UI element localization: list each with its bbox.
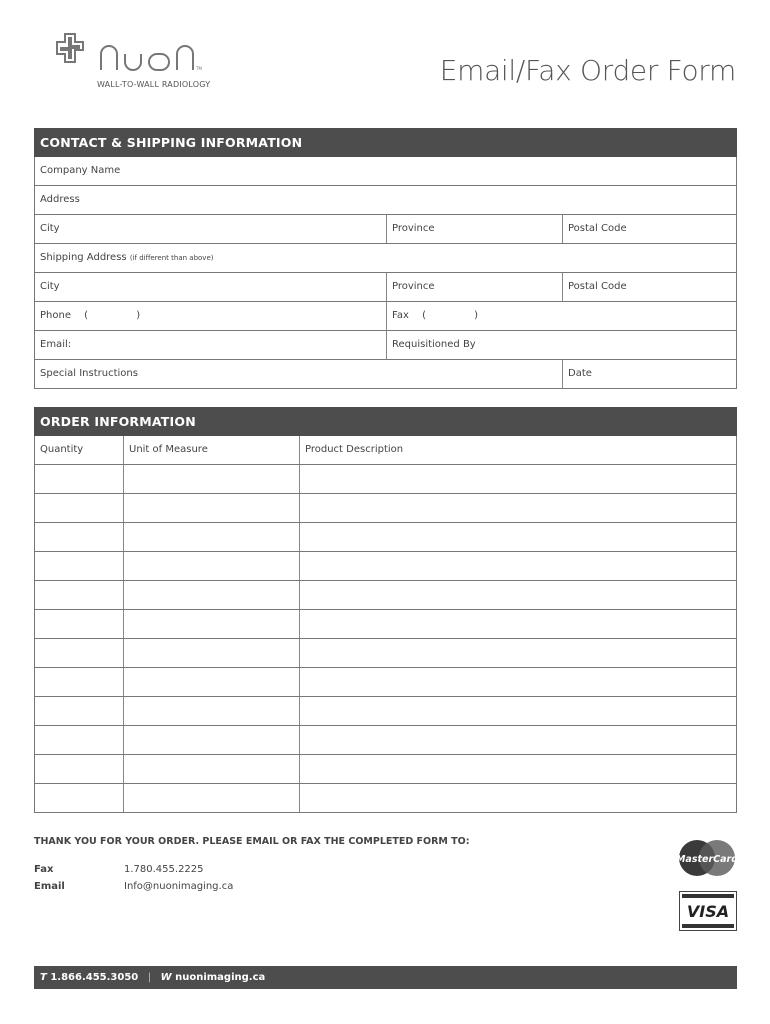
order-row — [34, 610, 737, 639]
description-cell[interactable] — [299, 639, 736, 667]
unit-cell[interactable] — [123, 639, 299, 667]
date-field[interactable] — [562, 360, 736, 388]
description-cell[interactable] — [299, 668, 736, 696]
product-description-column-header: Product Description — [299, 436, 736, 464]
phone-number: 1.866.455.3050 — [50, 972, 139, 983]
web-prefix: W — [160, 972, 172, 983]
province-field[interactable] — [386, 215, 562, 243]
province-label: Province — [392, 223, 435, 234]
quantity-cell[interactable] — [35, 726, 123, 754]
email-contact-value[interactable]: Info@nuonimaging.ca — [124, 881, 234, 892]
quantity-cell[interactable] — [35, 784, 123, 812]
fax-paren-close: ) — [474, 310, 479, 321]
contact-shipping-section — [34, 128, 737, 389]
description-cell[interactable] — [299, 697, 736, 725]
shipping-address-label: Shipping Address — [40, 252, 127, 263]
quantity-cell[interactable] — [35, 552, 123, 580]
unit-cell[interactable] — [123, 610, 299, 638]
bar-separator: | — [147, 972, 152, 983]
order-row — [34, 552, 737, 581]
page-title: Email/Fax Order Form — [439, 54, 736, 87]
city-field[interactable] — [35, 215, 386, 243]
mastercard-icon — [677, 838, 737, 878]
contact-section-heading: CONTACT & SHIPPING INFORMATION — [34, 128, 737, 157]
bottom-contact-bar — [34, 966, 737, 989]
unit-cell[interactable] — [123, 697, 299, 725]
quantity-cell[interactable] — [35, 755, 123, 783]
phone-prefix: T — [40, 972, 47, 983]
requisitioned-by-label: Requisitioned By — [392, 339, 476, 350]
unit-of-measure-column-header: Unit of Measure — [123, 436, 299, 464]
quantity-column-header: Quantity — [40, 444, 84, 455]
address-row[interactable] — [34, 186, 737, 215]
quantity-cell[interactable] — [35, 581, 123, 609]
shipping-city-row — [34, 273, 737, 302]
phone-field[interactable] — [35, 302, 386, 330]
company-name-label: Company Name — [40, 165, 121, 176]
description-cell[interactable] — [299, 755, 736, 783]
fax-label: Fax — [392, 310, 409, 321]
visa-logo — [679, 891, 737, 931]
order-row — [34, 523, 737, 552]
svg-text:TM: TM — [196, 66, 202, 71]
order-section — [34, 407, 737, 813]
email-label: Email: — [40, 339, 72, 350]
city-row — [34, 215, 737, 244]
unit-cell[interactable] — [123, 581, 299, 609]
order-row — [34, 726, 737, 755]
order-section-heading: ORDER INFORMATION — [34, 407, 737, 436]
quantity-cell[interactable] — [35, 639, 123, 667]
mastercard-text: MasterCard — [677, 854, 737, 865]
shipping-address-field — [35, 244, 738, 272]
unit-cell[interactable] — [123, 755, 299, 783]
email-field[interactable] — [35, 331, 386, 359]
postal-code-label: Postal Code — [568, 223, 627, 234]
fax-field[interactable] — [386, 302, 736, 330]
nuon-cross-logo-icon — [55, 32, 225, 72]
unit-cell[interactable] — [123, 494, 299, 522]
quantity-cell[interactable] — [35, 494, 123, 522]
email-contact-label: Email — [34, 881, 65, 892]
description-cell[interactable] — [299, 784, 736, 812]
address-label: Address — [40, 194, 80, 205]
special-instructions-row — [34, 360, 737, 389]
quantity-cell[interactable] — [35, 523, 123, 551]
description-cell[interactable] — [299, 552, 736, 580]
unit-cell[interactable] — [123, 668, 299, 696]
order-row — [34, 668, 737, 697]
nuon-logo — [55, 32, 225, 94]
website-link[interactable]: nuonimaging.ca — [175, 972, 266, 983]
shipping-province-field[interactable] — [386, 273, 562, 301]
order-row — [34, 494, 737, 523]
order-row — [34, 755, 737, 784]
email-row — [34, 331, 737, 360]
shipping-city-field[interactable] — [35, 273, 386, 301]
phone-paren-open: ( — [84, 310, 89, 321]
phone-fax-row — [34, 302, 737, 331]
order-row — [34, 784, 737, 813]
date-label: Date — [568, 368, 592, 379]
description-cell[interactable] — [299, 581, 736, 609]
phone-paren-close: ) — [136, 310, 141, 321]
order-row — [34, 639, 737, 668]
unit-cell[interactable] — [123, 465, 299, 493]
order-rows — [34, 465, 737, 813]
quantity-cell[interactable] — [35, 697, 123, 725]
postal-code-field[interactable] — [562, 215, 736, 243]
order-header-row — [34, 436, 737, 465]
tagline: WALL-TO-WALL RADIOLOGY — [97, 80, 211, 89]
description-cell[interactable] — [299, 523, 736, 551]
description-cell[interactable] — [299, 726, 736, 754]
description-cell[interactable] — [299, 494, 736, 522]
quantity-cell[interactable] — [35, 610, 123, 638]
special-instructions-field[interactable] — [35, 360, 562, 388]
shipping-note: (if different than above) — [129, 254, 214, 262]
shipping-province-label: Province — [392, 281, 435, 292]
shipping-address-row[interactable] — [34, 244, 737, 273]
fax-paren-open: ( — [422, 310, 426, 321]
special-instructions-label: Special Instructions — [40, 368, 138, 379]
phone-label: Phone — [40, 310, 71, 321]
mastercard-logo — [677, 838, 737, 878]
shipping-postal-code-field[interactable] — [562, 273, 736, 301]
description-cell[interactable] — [299, 610, 736, 638]
description-cell[interactable] — [299, 465, 736, 493]
shipping-city-label: City — [40, 281, 60, 292]
quantity-cell[interactable] — [35, 465, 123, 493]
visa-text: VISA — [686, 902, 730, 921]
company-name-row[interactable] — [34, 157, 737, 186]
unit-cell[interactable] — [123, 784, 299, 812]
unit-cell[interactable] — [123, 523, 299, 551]
order-row — [34, 581, 737, 610]
thank-you-message: THANK YOU FOR YOUR ORDER. PLEASE EMAIL OR FAX THE COMPLETED FORM TO: — [34, 836, 470, 847]
unit-cell[interactable] — [123, 552, 299, 580]
fax-contact-label: Fax — [34, 864, 54, 875]
requisitioned-by-field[interactable] — [386, 331, 736, 359]
shipping-postal-code-label: Postal Code — [568, 281, 627, 292]
city-label: City — [40, 223, 60, 234]
order-row — [34, 697, 737, 726]
fax-contact-value: 1.780.455.2225 — [124, 864, 204, 875]
unit-cell[interactable] — [123, 726, 299, 754]
order-row — [34, 465, 737, 494]
visa-bottom-band — [682, 924, 734, 928]
quantity-cell[interactable] — [35, 668, 123, 696]
visa-top-band — [682, 894, 734, 898]
